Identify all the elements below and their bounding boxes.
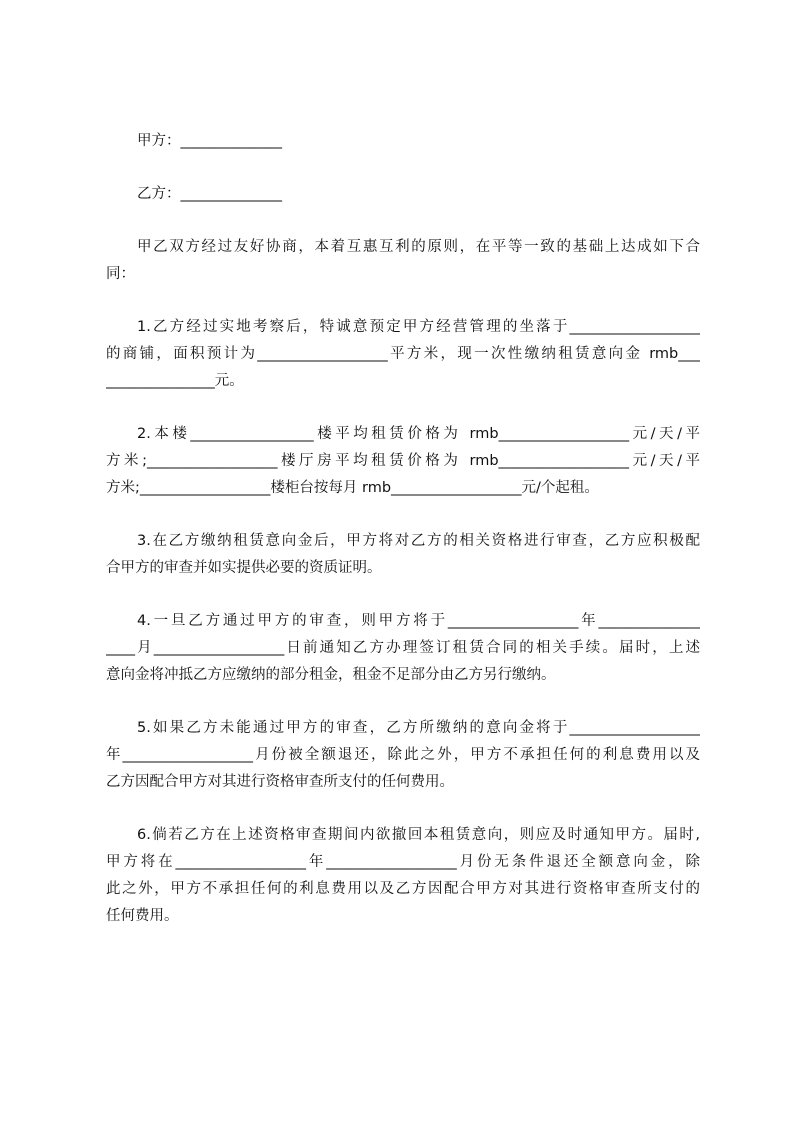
clause-4-line: 4.一旦乙方通过甲方的审查，则甲方将于__________________年______________ xyxy=(137,613,700,629)
clause-4-line: ____月__________________日前通知乙方办理签订租赁合同的相关手续。届时，上述 xyxy=(106,640,700,656)
clause-6-line: 此之外，甲方不承担任何的利息费用以及乙方因配合甲方对其进行资格审查所支付的 xyxy=(106,881,700,897)
party-a-line: 甲方：______________ xyxy=(137,133,282,149)
clause-6-line: 6.倘若乙方在上述资格审查期间内欲撤回本租赁意向，则应及时通知甲方。届时, xyxy=(137,827,700,843)
clause-1-line: _______________元。 xyxy=(106,373,244,389)
clause-5-line: 5.如果乙方未能通过甲方的审查，乙方所缴纳的意向金将于__________________ xyxy=(137,720,700,736)
clause-2-line: 方米;__________________楼厅房平均租赁价格为 rmb__________________元/天/平 xyxy=(106,453,700,469)
clause-6-line: 任何费用。 xyxy=(106,908,179,924)
intro-line: 同： xyxy=(106,266,135,282)
clause-5-line: 年__________________月份被全额退还，除此之外，甲方不承担任何的利息费用以及 xyxy=(106,747,700,763)
party-b-line: 乙方：______________ xyxy=(137,186,282,202)
intro-line: 甲乙双方经过友好协商，本着互惠互利的原则，在平等一致的基础上达成如下合 xyxy=(137,239,700,255)
clause-2-line: 方米;__________________楼柜台按每月 rmb__________________元/个起租。 xyxy=(106,480,599,496)
clause-4-line: 意向金将冲抵乙方应缴纳的部分租金，租金不足部分由乙方另行缴纳。 xyxy=(106,667,556,683)
clause-6-line: 甲方将在__________________年__________________月份无条件退还全额意向金，除 xyxy=(106,854,700,870)
clause-2-line: 2.本楼_________________楼平均租赁价格为 rmb__________________元/天/平 xyxy=(137,426,700,442)
clause-3-line: 合甲方的审查并如实提供必要的资质证明。 xyxy=(106,560,382,576)
clause-1-line: 的商铺，面积预计为__________________平方米，现一次性缴纳租赁意向金 rmb___ xyxy=(106,346,700,362)
clause-1-line: 1.乙方经过实地考察后，特诚意预定甲方经营管理的坐落于__________________ xyxy=(137,319,700,335)
clause-3-line: 3.在乙方缴纳租赁意向金后，甲方将对乙方的相关资格进行审查，乙方应积极配 xyxy=(137,533,700,549)
clause-5-line: 乙方因配合甲方对其进行资格审查所支付的任何费用。 xyxy=(106,774,454,790)
